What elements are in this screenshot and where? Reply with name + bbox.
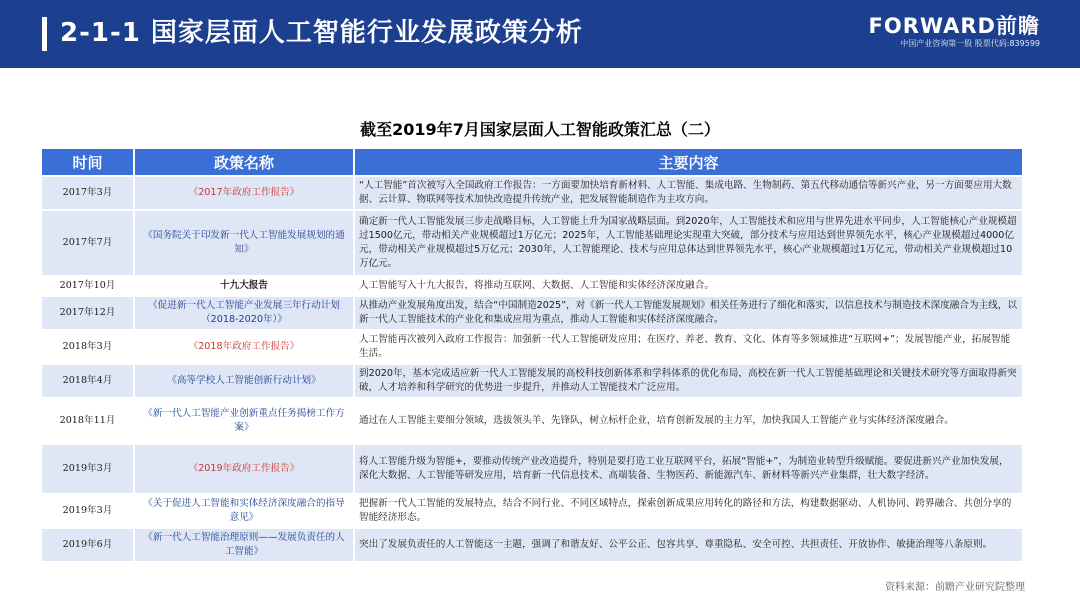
table-row xyxy=(41,296,1023,330)
cell-policy-name: 《2017年政府工作报告》 xyxy=(134,176,354,210)
table-row xyxy=(41,176,1023,210)
table-row xyxy=(41,528,1023,562)
column-header-time: 时间 xyxy=(41,148,134,176)
title-accent-bar xyxy=(42,17,47,51)
cell-time: 2018年4月 xyxy=(41,364,134,398)
cell-policy-name: 《促进新一代人工智能产业发展三年行动计划（2018-2020年）》 xyxy=(134,296,354,330)
cell-time: 2018年11月 xyxy=(41,398,134,444)
cell-policy-name: 《关于促进人工智能和实体经济深度融合的指导意见》 xyxy=(134,494,354,528)
table-row xyxy=(41,444,1023,494)
cell-content: “人工智能”首次被写入全国政府工作报告：一方面要加快培育新材料、人工智能、集成电路、生物制药、第五代移动通信等新兴产业，另一方面要应用大数据、云计算、物联网等技术加快改造提升传统产业，把发展智能制造作为主攻方向。 xyxy=(354,176,1023,210)
brand-tagline: 中国产业咨询第一股 股票代码:839599 xyxy=(900,39,1040,48)
cell-policy-name: 《新一代人工智能产业创新重点任务揭榜工作方案》 xyxy=(134,398,354,444)
cell-time: 2019年6月 xyxy=(41,528,134,562)
cell-content: 突出了发展负责任的人工智能这一主题，强调了和谐友好、公平公正、包容共享、尊重隐私、安全可控、共担责任、开放协作、敏捷治理等八条原则。 xyxy=(354,528,1023,562)
column-header-content: 主要内容 xyxy=(354,148,1023,176)
brand-name: FORWARD前瞻 xyxy=(868,14,1040,38)
column-header-policy-name: 政策名称 xyxy=(134,148,354,176)
cell-content: 将人工智能升级为智能+，要推动传统产业改造提升，特别是要打造工业互联网平台，拓展“智能+”，为制造业转型升级赋能。要促进新兴产业加快发展，深化大数据、人工智能等研发应用，培育新一代信息技术、高端装备、生物医药、新能源汽车、新材料等新兴产业集群，壮大数字经济。 xyxy=(354,444,1023,494)
source-note: 资料来源：前瞻产业研究院整理 xyxy=(885,582,1025,593)
table-row xyxy=(41,398,1023,444)
cell-content: 人工智能再次被列入政府工作报告：加强新一代人工智能研发应用；在医疗、养老、教育、文化、体育等多领域推进“互联网+”；发展智能产业，拓展智能生活。 xyxy=(354,330,1023,364)
cell-time: 2017年3月 xyxy=(41,176,134,210)
cell-time: 2019年3月 xyxy=(41,494,134,528)
table-row xyxy=(41,210,1023,276)
cell-content: 到2020年，基本完成适应新一代人工智能发展的高校科技创新体系和学科体系的优化布局，高校在新一代人工智能基础理论和关键技术研究等方面取得新突破，人才培养和科学研究的优势进一步提升，并推动人工智能技术广泛应用。 xyxy=(354,364,1023,398)
cell-policy-name: 《2018年政府工作报告》 xyxy=(134,330,354,364)
cell-time: 2018年3月 xyxy=(41,330,134,364)
cell-content: 从推动产业发展角度出发，结合“中国制造2025”，对《新一代人工智能发展规划》相关任务进行了细化和落实，以信息技术与制造技术深度融合为主线，以新一代人工智能技术的产业化和集成应用为重点，推动人工智能和实体经济深度融合。 xyxy=(354,296,1023,330)
header-bar xyxy=(0,0,1080,68)
page-title: 2-1-1 国家层面人工智能行业发展政策分析 xyxy=(60,18,583,48)
cell-policy-name: 《国务院关于印发新一代人工智能发展规划的通知》 xyxy=(134,210,354,276)
cell-content: 通过在人工智能主要细分领域，选拔领头羊、先锋队，树立标杆企业，培育创新发展的主力军，加快我国人工智能产业与实体经济深度融合。 xyxy=(354,398,1023,444)
policy-table xyxy=(40,147,1024,563)
cell-time: 2017年12月 xyxy=(41,296,134,330)
table-header-row xyxy=(41,148,1023,176)
table-row xyxy=(41,330,1023,364)
table-row xyxy=(41,276,1023,296)
cell-content: 把握新一代人工智能的发展特点，结合不同行业、不同区域特点，探索创新成果应用转化的路径和方法，构建数据驱动、人机协同、跨界融合、共创分享的智能经济形态。 xyxy=(354,494,1023,528)
cell-policy-name: 《高等学校人工智能创新行动计划》 xyxy=(134,364,354,398)
cell-content: 人工智能写入十九大报告，将推动互联网、大数据、人工智能和实体经济深度融合。 xyxy=(354,276,1023,296)
cell-time: 2017年10月 xyxy=(41,276,134,296)
cell-time: 2017年7月 xyxy=(41,210,134,276)
table-row xyxy=(41,494,1023,528)
cell-content: 确定新一代人工智能发展三步走战略目标，人工智能上升为国家战略层面。到2020年，人工智能技术和应用与世界先进水平同步，人工智能核心产业规模超过1500亿元，带动相关产业规模超过1万亿元；2025年，人工智能基础理论实现重大突破，部分技术与应用达到世界领先水平，核心产业规模超过4000亿元，带动相关产业规模超过5万亿元；2030年，人工智能理论、技术与应用总体达到世界领先水平，核心产业规模超过1万亿元，带动相关产业规模超过10万亿元。 xyxy=(354,210,1023,276)
cell-policy-name: 十九大报告 xyxy=(134,276,354,296)
brand-logo xyxy=(869,14,1040,50)
cell-policy-name: 《新一代人工智能治理原则——发展负责任的人工智能》 xyxy=(134,528,354,562)
table-title: 截至2019年7月国家层面人工智能政策汇总（二） xyxy=(360,120,720,139)
cell-policy-name: 《2019年政府工作报告》 xyxy=(134,444,354,494)
cell-time: 2019年3月 xyxy=(41,444,134,494)
table-row xyxy=(41,364,1023,398)
